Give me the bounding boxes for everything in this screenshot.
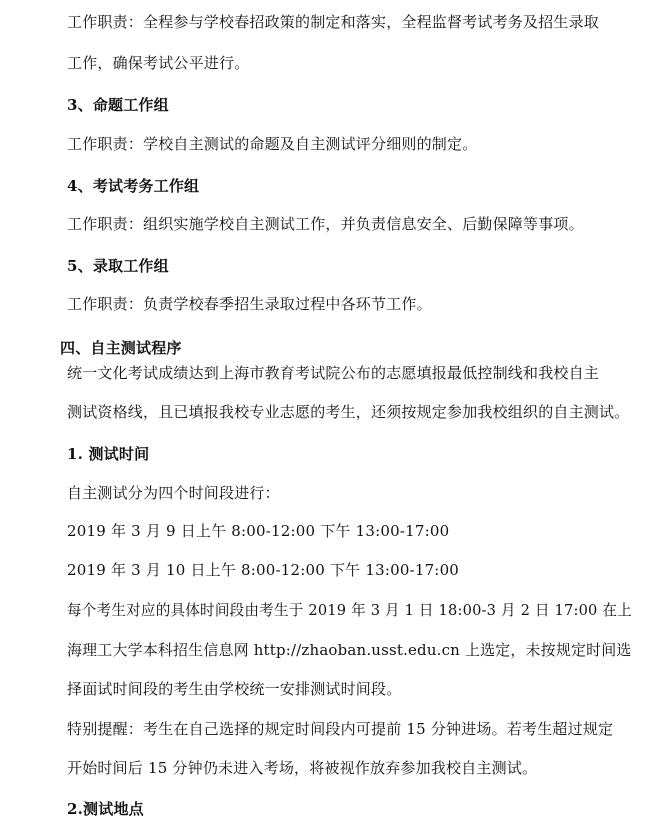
special-reminder-line-1: 特别提醒：考生在自己选择的规定时间段内可提前 15 分钟进场。若考生超过规定 <box>67 720 614 738</box>
duty-text-admission: 工作职责：负责学校春季招生录取过程中各环节工作。 <box>67 295 432 313</box>
test-time-slot-1: 2019 年 3 月 9 日上午 8:00-12:00 下午 13:00-17:00 <box>67 522 450 540</box>
test-time-slot-2: 2019 年 3 月 10 日上午 8:00-12:00 下午 13:00-17:00 <box>67 561 460 579</box>
time-selection-line-2: 海理工大学本科招生信息网 http://zhaoban.usst.edu.cn 上选定，未按规定时间选 <box>67 641 632 659</box>
heading-exam-affairs-group: 4、考试考务工作组 <box>67 177 200 195</box>
heading-admission-group: 5、录取工作组 <box>67 257 169 275</box>
heading-proposition-group: 3、命题工作组 <box>67 96 169 114</box>
procedure-paragraph-line-2: 测试资格线，且已填报我校专业志愿的考生，还须按规定参加我校组织的自主测试。 <box>67 403 630 421</box>
section-heading-test-procedure: 四、自主测试程序 <box>60 339 182 357</box>
duty-text-exam-affairs: 工作职责：组织实施学校自主测试工作，并负责信息安全、后勤保障等事项。 <box>67 215 584 233</box>
duty-text-line-1: 工作职责：全程参与学校春招政策的制定和落实，全程监督考试考务及招生录取 <box>67 13 600 31</box>
subheading-test-location: 2.测试地点 <box>67 800 144 818</box>
procedure-paragraph-line-1: 统一文化考试成绩达到上海市教育考试院公布的志愿填报最低控制线和我校自主 <box>67 364 600 382</box>
time-selection-line-3: 择面试时间段的考生由学校统一安排测试时间段。 <box>67 680 402 698</box>
duty-text-line-2: 工作，确保考试公平进行。 <box>67 54 250 72</box>
time-selection-line-1: 每个考生对应的具体时间段由考生于 2019 年 3 月 1 日 18:00-3 月 2 日 17:00 在上 <box>67 601 632 619</box>
duty-text-proposition: 工作职责：学校自主测试的命题及自主测试评分细则的制定。 <box>67 135 478 153</box>
subheading-test-time: 1. 测试时间 <box>67 445 150 463</box>
special-reminder-line-2: 开始时间后 15 分钟仍未进入考场，将被视作放弃参加我校自主测试。 <box>67 759 538 777</box>
test-time-intro: 自主测试分为四个时间段进行： <box>67 484 280 502</box>
